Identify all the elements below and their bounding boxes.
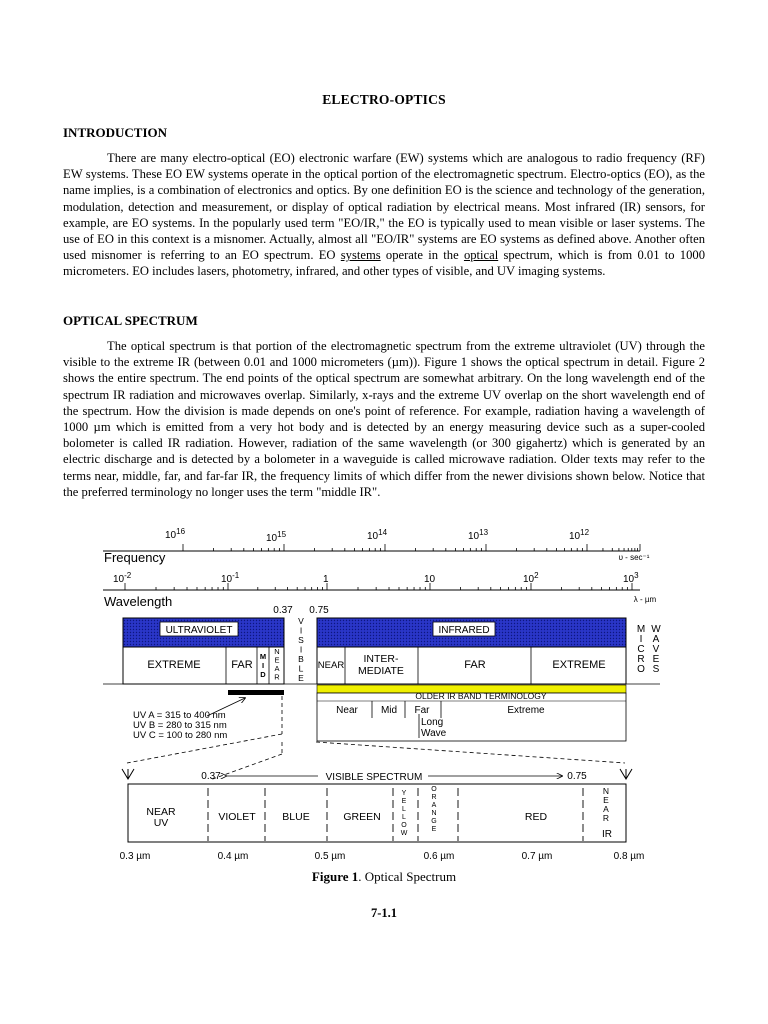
- frequency-label: Frequency: [104, 550, 166, 565]
- band-near-uv-1: NEAR: [146, 806, 176, 818]
- infrared-label: INFRARED: [438, 625, 490, 636]
- wave-tick-1e3: $10^3$: [623, 571, 639, 585]
- old-mid-label: Mid: [380, 705, 398, 716]
- visible-vertical-label: V I S I B L E: [298, 616, 304, 683]
- uv-range-bar: [228, 690, 284, 695]
- uv-a-label: UV A = 315 to 400 nm: [133, 710, 226, 721]
- intro-heading: INTRODUCTION: [63, 125, 168, 140]
- freq-tick-1e14: $10^{14}$: [367, 528, 388, 542]
- bottom-tick-1: 0.4 µm: [217, 851, 249, 862]
- document-title: ELECTRO-OPTICS: [322, 92, 446, 107]
- long-wave-label-1: Long: [421, 717, 444, 728]
- old-far-label: Far: [414, 705, 430, 716]
- optical-spectrum-heading: OPTICAL SPECTRUM: [63, 313, 198, 328]
- wave-tick-10: 10: [424, 574, 436, 585]
- band-red: RED: [524, 811, 548, 823]
- figure-caption: Figure 1. Optical Spectrum: [311, 869, 457, 884]
- bottom-wavelength-ticks: [120, 851, 645, 862]
- wave-tick-1e-2: $10^{-2}$: [113, 571, 132, 585]
- ir-far-label: FAR: [464, 659, 486, 671]
- band-near-ir: N E A R: [602, 786, 610, 823]
- wave-tick-1: 1: [323, 574, 329, 585]
- uv-b-label: UV B = 280 to 315 nm: [133, 720, 227, 731]
- bottom-tick-0: 0.3 µm: [119, 851, 151, 862]
- band-ir: IR: [602, 829, 612, 840]
- frequency-axis-ticks: [183, 544, 640, 551]
- older-ir-title: OLDER IR BAND TERMINOLOGY: [415, 691, 547, 701]
- uv-mid-label: M I D: [259, 652, 267, 679]
- frequency-unit: υ - sec⁻¹: [618, 553, 650, 562]
- ir-near-label: NEAR: [317, 660, 345, 671]
- vis-start-label: 0.37: [201, 771, 221, 782]
- uv-c-label: UV C = 100 to 280 nm: [133, 730, 228, 741]
- uv-near-label: N E A R: [274, 647, 280, 682]
- visible-spectrum-title: VISIBLE SPECTRUM: [325, 772, 423, 783]
- ir-extreme-label: EXTREME: [552, 659, 606, 671]
- visible-end-label: 0.75: [309, 605, 329, 616]
- bottom-tick-4: 0.7 µm: [521, 851, 553, 862]
- ir-intermediate-label-2: MEDIATE: [358, 665, 404, 677]
- wave-tick-1e-1: $10^{-1}$: [221, 571, 240, 585]
- visible-start-label: 0.37: [273, 605, 293, 616]
- optical-paragraph: The optical spectrum is that portion of the electromagnetic spectrum from the extreme ultraviolet (UV) through the visible to the extreme IR (between 0.01 and 1000 micrometers (µm)). Figure 1 shows the optical spectrum in detail. Figure 2 shows the entire spectrum. The end points of the optical spectrum are somewhat arbitrary. On the long wavelength end of the spectrum IR radiation and microwaves overlap. Similarly, x-rays and the extreme UV overlap on the short wavelength end of the spectrum. How the division is made depends on one's point of reference. For example, radiation having a wavelength of 1000 µm which is emitted from a very hot body and is detected by an energy measuring device such as a super-cooled bolometer is called IR radiation. However, radiation of the same wavelength (or 300 gigahertz) which is generated by an electric discharge and is detected by a bolometer in a waveguide is called microwave radiation. Older texts may refer to the terms near, middle, far, and far-far IR, the frequency limits of which differ from the newer divisions shown below. Notice that the preferred terminology no longer uses the term "middle IR".: [63, 339, 705, 499]
- freq-tick-1e13: $10^{13}$: [468, 528, 489, 542]
- freq-tick-1e16: $10^{16}$: [165, 527, 186, 541]
- old-near-label: Near: [336, 705, 358, 716]
- intro-paragraph: There are many electro-optical (EO) electronic warfare (EW) systems which are analogous to radio frequency (RF) EW systems. These EO EW systems operate in the optical portion of the electromagnetic spectrum. Electro-optics (EO), as the name implies, is a combination of electronics and optics. By one definition EO is the science and technology of the generation, modulation, detection and measurement, or display of optical radiation by electrical means. Most infrared (IR) sensors, for example, are EO systems. In the popularly used term "EO/IR," the EO is typically used to mean visible or laser systems. The use of EO in this context is a misnomer. Actually, almost all "EO/IR" systems are EO systems as defined above. Another often used misnomer is referring to an EO spectrum. EO systems operate in the optical spectrum, which is from 0.01 to 1000 micrometers. EO includes lasers, photometry, infrared, and other types of visible, and UV imaging systems.: [63, 151, 705, 279]
- wavelength-axis-ticks: [125, 583, 632, 590]
- bottom-tick-5: 0.8 µm: [613, 851, 645, 862]
- bottom-tick-3: 0.6 µm: [423, 851, 455, 862]
- band-yellow: Y E L L O W: [400, 790, 408, 837]
- uv-extreme-label: EXTREME: [147, 659, 201, 671]
- bottom-tick-2: 0.5 µm: [314, 851, 346, 862]
- freq-tick-1e15: $10^{15}$: [266, 530, 287, 544]
- optical-spectrum-figure: [0, 520, 768, 865]
- band-orange: O R A N G E: [431, 786, 437, 833]
- long-wave-label-2: Wave: [421, 728, 447, 739]
- old-extreme-label: Extreme: [507, 705, 545, 716]
- page-number: 7-1.1: [370, 906, 398, 920]
- ir-intermediate-label-1: INTER-: [363, 653, 399, 665]
- frequency-tick-labels: [165, 527, 590, 544]
- uv-far-label: FAR: [231, 659, 253, 671]
- wavelength-unit: λ - µm: [633, 595, 657, 604]
- wavelength-label: Wavelength: [104, 594, 173, 609]
- band-violet: VIOLET: [218, 811, 256, 823]
- waves-vertical-label: W A V E S: [651, 624, 661, 675]
- freq-tick-1e12: $10^{12}$: [569, 528, 590, 542]
- vis-end-label: 0.75: [567, 771, 587, 782]
- micro-vertical-label: M I C R O: [636, 624, 646, 675]
- band-blue: BLUE: [282, 811, 310, 823]
- wave-tick-1e2: $10^2$: [523, 571, 539, 585]
- ultraviolet-label: ULTRAVIOLET: [165, 625, 233, 636]
- band-green: GREEN: [343, 811, 381, 823]
- band-near-uv-2: UV: [153, 817, 169, 829]
- wavelength-tick-labels: [113, 571, 639, 585]
